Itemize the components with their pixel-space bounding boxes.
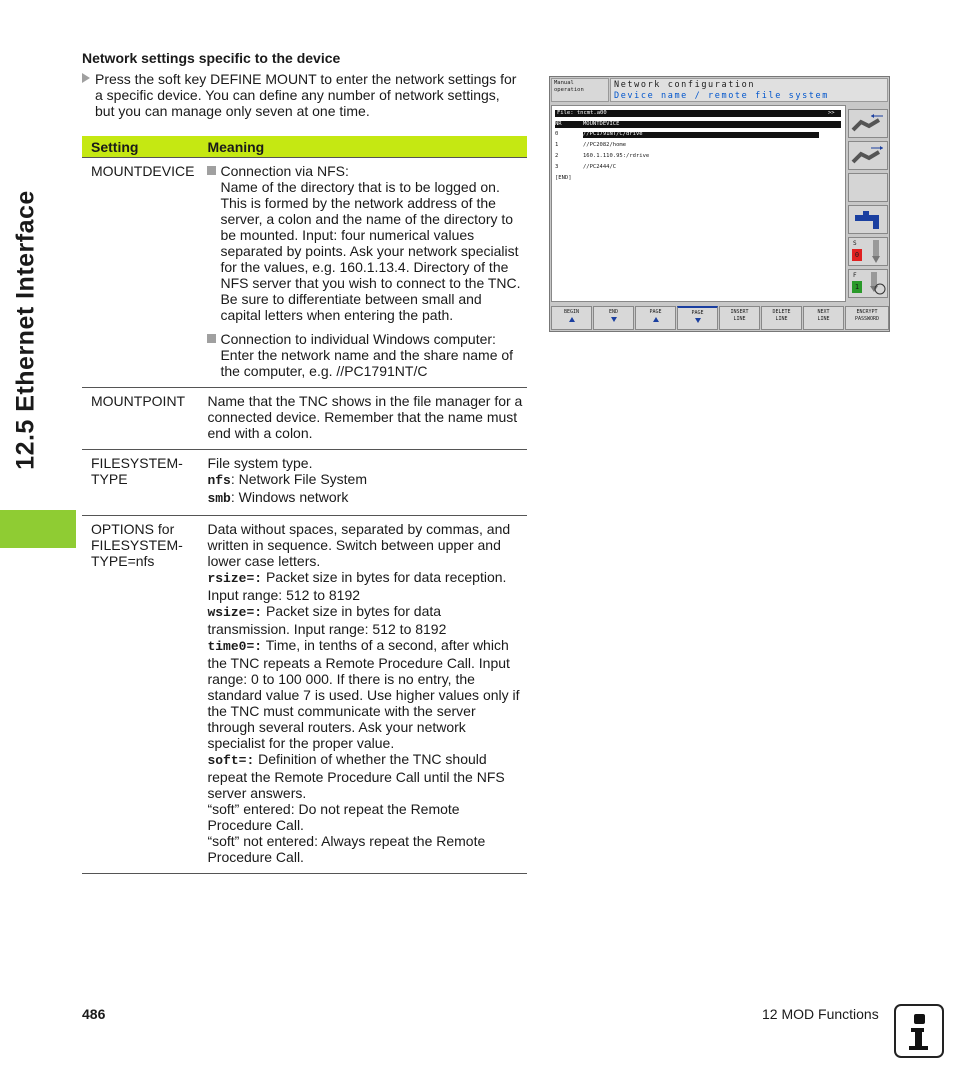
- blank-softkey[interactable]: [848, 173, 888, 202]
- arrow-up-icon: [653, 317, 659, 322]
- chapter-footer: 12 MOD Functions: [762, 1006, 879, 1022]
- delete-line-softkey[interactable]: DELETE LINE: [761, 306, 802, 330]
- settings-table: [82, 136, 527, 874]
- coolant-icon: [849, 206, 887, 233]
- square-bullet-icon: [207, 334, 216, 343]
- table-row[interactable]: 0 //PC1791NT/C/drive: [555, 131, 643, 137]
- table-row: [82, 158, 527, 388]
- screen-title: Network configuration: [614, 80, 756, 90]
- setting-meaning: Name that the TNC shows in the file manager for a connected device. Remember that the name must end with a colon.: [198, 388, 527, 450]
- machine-axis-icon: [849, 142, 887, 169]
- file-editor: [551, 105, 846, 302]
- table-row[interactable]: 3 //PC2444/C: [555, 164, 617, 170]
- setting-key: FILESYSTEM-TYPE: [82, 450, 198, 516]
- move-left-softkey[interactable]: [848, 109, 888, 138]
- spindle-stop-softkey[interactable]: S 0: [848, 237, 888, 266]
- setting-key: MOUNTDEVICE: [82, 158, 198, 388]
- screen-subtitle: Device name / remote file system: [614, 91, 829, 101]
- table-row[interactable]: 1 //PC2082/home: [555, 142, 627, 148]
- file-name: File: tncmt.a00: [557, 110, 607, 116]
- encrypt-password-softkey[interactable]: ENCRYPT PASSWORD: [845, 306, 889, 330]
- vertical-softkeys: [847, 105, 889, 302]
- arrow-down-icon: [695, 318, 701, 323]
- file-more: >>: [828, 110, 835, 116]
- end-softkey[interactable]: END: [593, 306, 634, 330]
- chapter-side-title: 12.5 Ethernet Interface: [11, 190, 40, 470]
- column-header: NR MOUNTDEVICE: [555, 121, 620, 127]
- setting-key: MOUNTPOINT: [82, 388, 198, 450]
- table-header-row: [82, 136, 527, 158]
- triangle-bullet-icon: [82, 73, 90, 83]
- begin-softkey[interactable]: BEGIN: [551, 306, 592, 330]
- arrow-up-icon: [569, 317, 575, 322]
- instruction-bullet: [82, 71, 522, 119]
- page-down-softkey[interactable]: PAGE: [677, 306, 718, 330]
- setting-meaning: [198, 158, 527, 388]
- header-meaning: Meaning: [198, 136, 527, 158]
- table-row: [82, 388, 527, 450]
- table-row: [82, 516, 527, 874]
- page-number: 486: [82, 1006, 106, 1022]
- horizontal-softkeys: [551, 306, 889, 330]
- screen-header: [610, 78, 888, 102]
- end-marker: [END]: [555, 175, 572, 181]
- info-icon: [894, 1004, 944, 1058]
- setting-meaning: File system type. nfs: Network File System smb: Windows network: [198, 450, 527, 516]
- operating-mode-label: Manual operation: [551, 78, 609, 102]
- header-setting: Setting: [82, 136, 198, 158]
- insert-line-softkey[interactable]: INSERT LINE: [719, 306, 760, 330]
- arrow-down-icon: [611, 317, 617, 322]
- list-item: Connection to individual Windows computer: Enter the network name and the share name of the computer, e.g. //PC1791NT/C: [207, 331, 523, 379]
- spindle-icon: [865, 272, 887, 296]
- setting-key: OPTIONS for FILESYSTEM-TYPE=nfs: [82, 516, 198, 874]
- section-heading: Network settings specific to the device: [82, 50, 341, 66]
- square-bullet-icon: [207, 166, 216, 175]
- coolant-softkey[interactable]: [848, 205, 888, 234]
- spindle-icon: [867, 240, 885, 264]
- table-row[interactable]: 2 160.1.110.95:/rdrive: [555, 153, 650, 159]
- page-up-softkey[interactable]: PAGE: [635, 306, 676, 330]
- chapter-tab-marker: [0, 510, 76, 548]
- tnc-screenshot: [549, 76, 890, 332]
- machine-axis-icon: [849, 110, 887, 137]
- next-line-softkey[interactable]: NEXT LINE: [803, 306, 844, 330]
- instruction-text: Press the soft key DEFINE MOUNT to enter the network settings for a specific device. You can define any number of network settings, but you can manage only seven at one time.: [95, 71, 517, 119]
- spindle-start-softkey[interactable]: F 1: [848, 269, 888, 298]
- move-right-softkey[interactable]: [848, 141, 888, 170]
- table-row: [82, 450, 527, 516]
- list-item: Connection via NFS: Name of the directory that is to be logged on. This is formed by the network address of the server, a colon and the name of the directory to be mounted. Input: four numerical values separated by points. Ask your network specialist for the values, e.g. 160.1.13.4. Directory of the NFS server that you wish to connect to the TNC. Be sure to differentiate between small and capital letters when entering the path.: [207, 163, 523, 323]
- setting-meaning: Data without spaces, separated by commas, and written in sequence. Switch between upper and lower case letters. rsize=: Packet size in bytes for data reception. Input range: 512 to 8192 wsize=: Packet size in bytes for data transmission. Input range: 512 to 8192 time0=: Time, in tenths of a second, after which the TNC repeats a Remote Procedure Call. Input range: 0 to 100 000. If there is no entry, the standard value 7 is used. Use higher values only if the TNC must communicate with the server through several routers. Ask your network specialist for the proper value. soft=: Definition of whether the TNC should repeat the Remote Procedure Call until the NFS server answers. “soft” entered: Do not repeat the Remote Procedure Call. “soft” not entered: Always repeat the Remote Procedure Call.: [198, 516, 527, 874]
